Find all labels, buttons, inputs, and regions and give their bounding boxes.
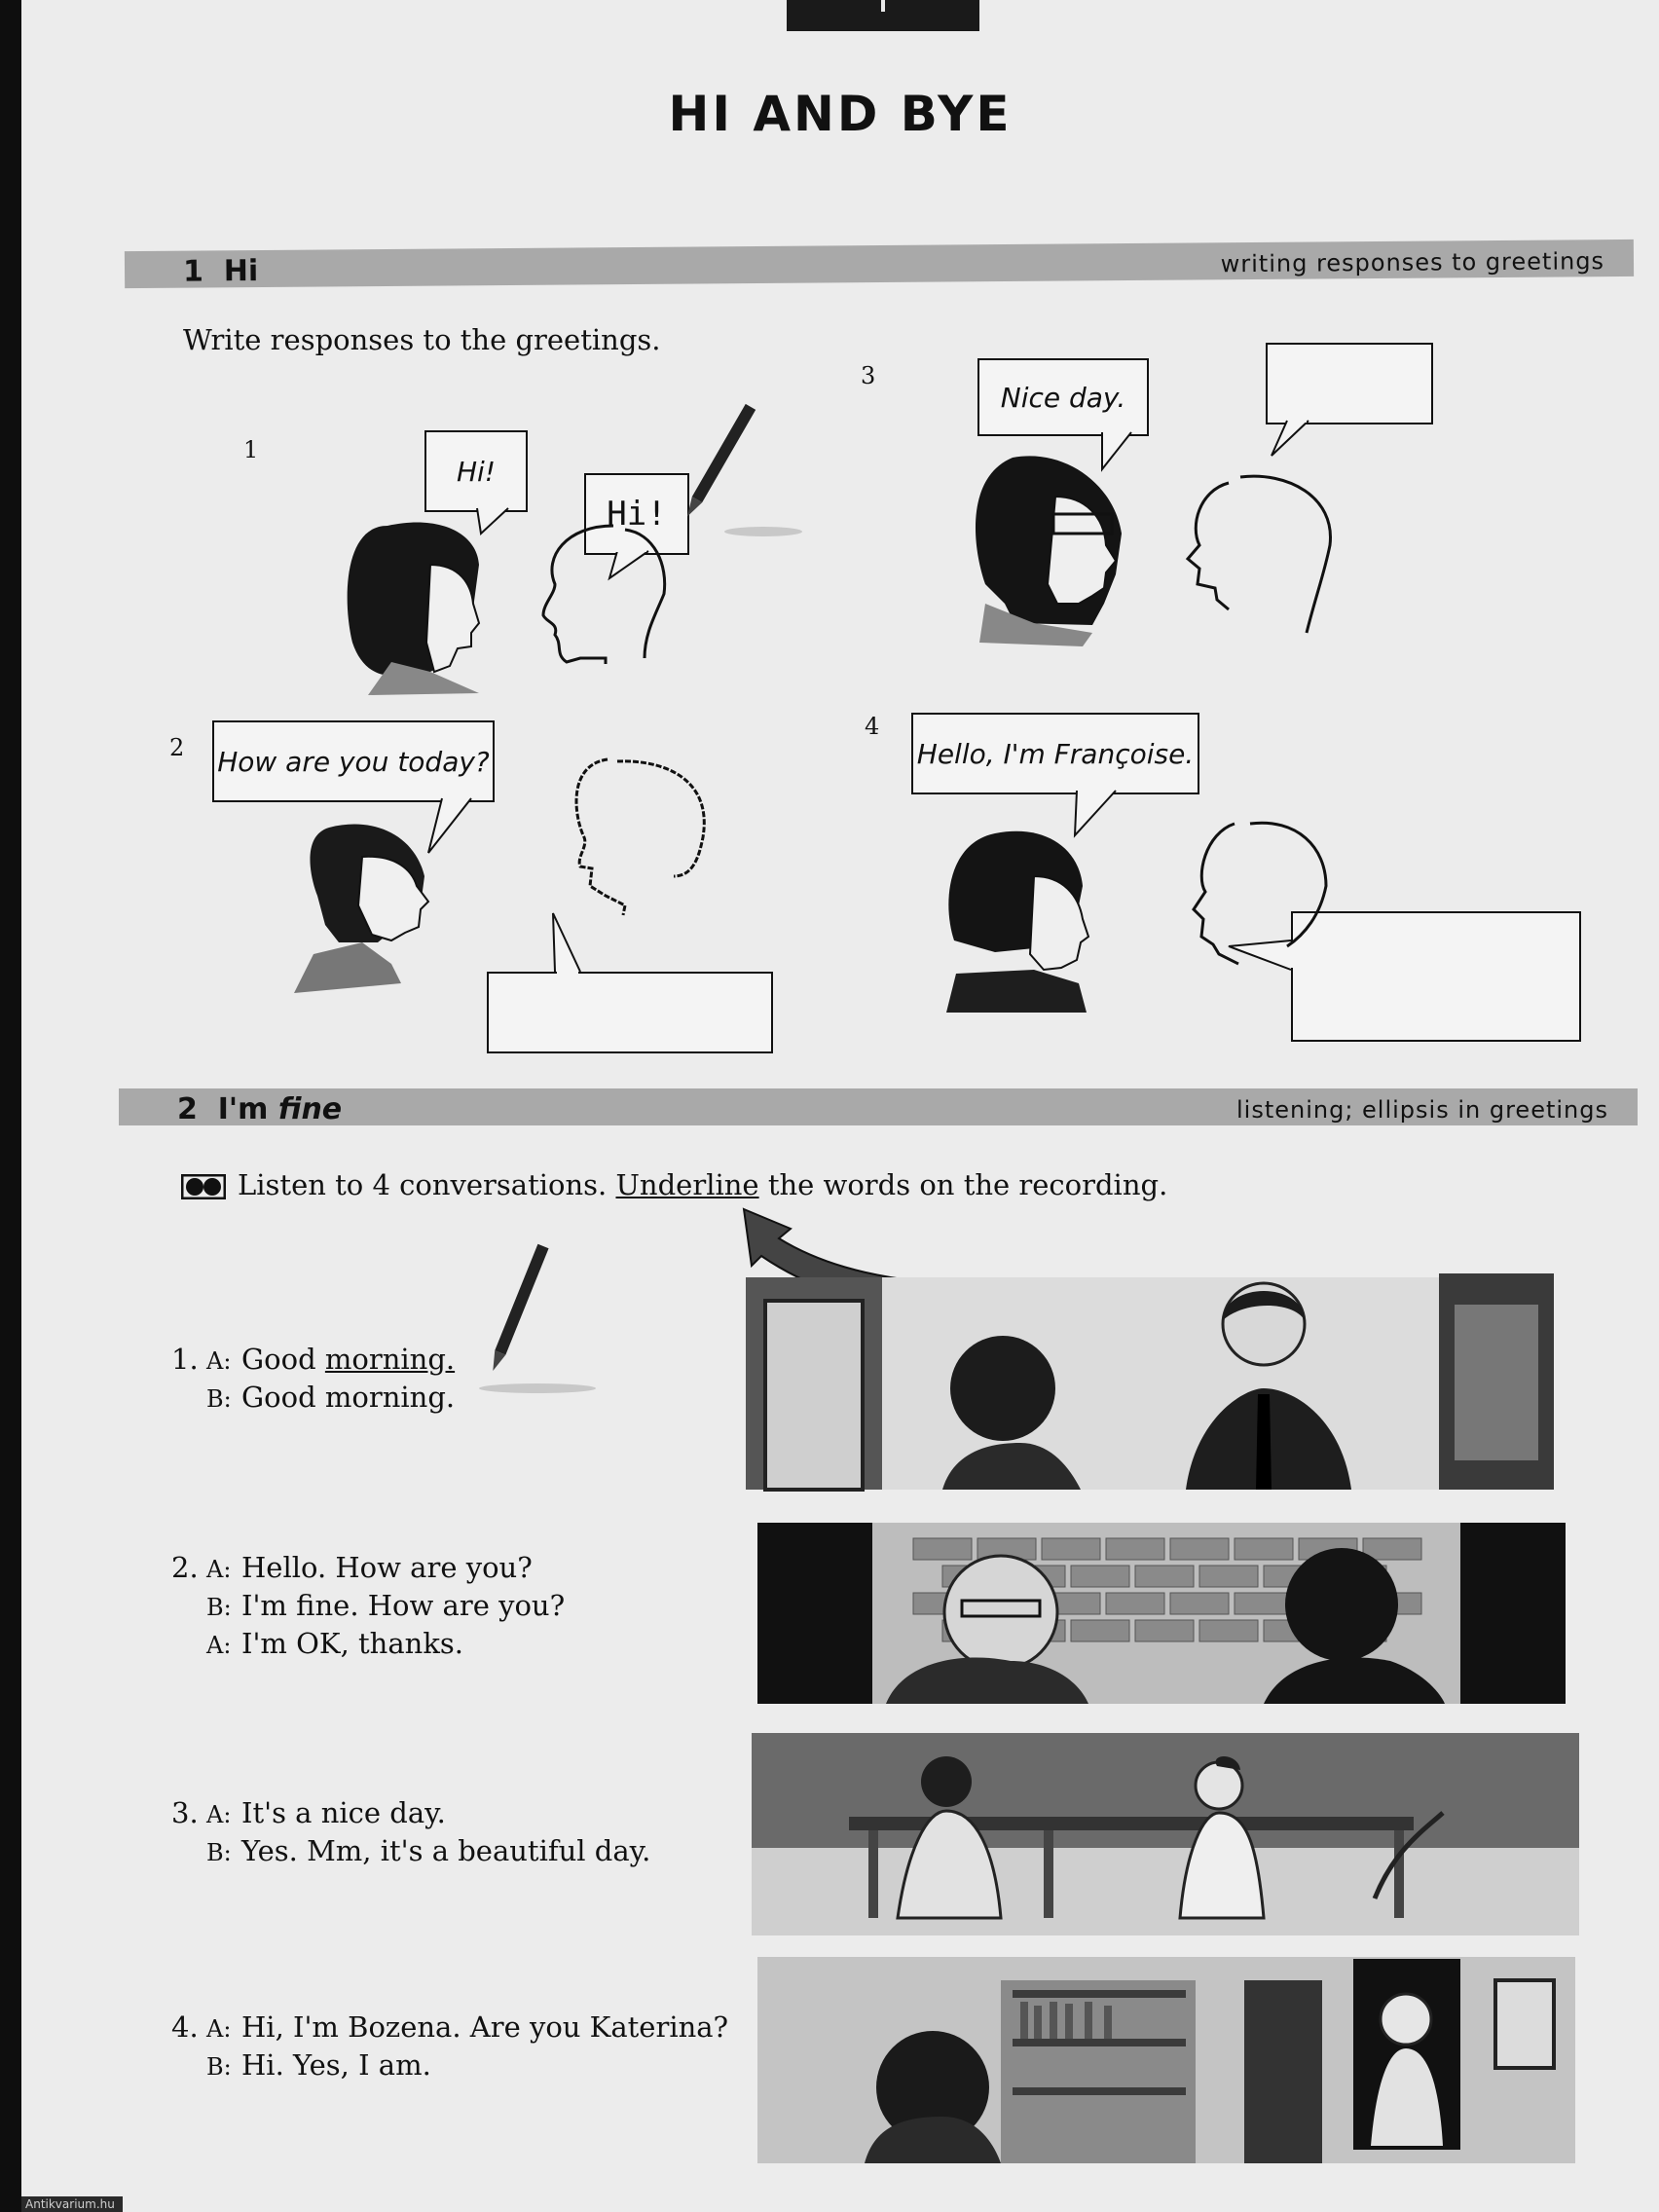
person-1a-drawing [348, 522, 479, 695]
speaker: B: [206, 1594, 232, 1621]
speech-bubble-2a: How are you today? [212, 720, 495, 802]
pen-icon [682, 404, 756, 520]
handwritten-response-1: Hi! [607, 495, 667, 534]
section-1-title: 1 Hi [182, 254, 259, 289]
underline-keyword: Underline [615, 1168, 759, 1201]
scene-3-illustration [752, 1723, 1579, 1936]
section-2-title: 2 I'm fine [177, 1092, 343, 1126]
section-1-instruction: Write responses to the greetings. [183, 323, 661, 356]
item-number-3: 3 [861, 362, 876, 389]
dialogue-line: It's a nice day. [241, 1796, 446, 1829]
workbook-page [21, 0, 1659, 2212]
speaker: A: [206, 1347, 232, 1375]
conversation-4 [171, 2009, 728, 2085]
conversation-number: 1. [171, 1343, 199, 1376]
scene-1-illustration [738, 1262, 1566, 1495]
conversation-1 [171, 1342, 455, 1418]
conversation-2 [171, 1550, 565, 1664]
section-1-subtitle: writing responses to greetings [1220, 247, 1605, 278]
person-2b-outline [576, 759, 704, 915]
person-2a-drawing [294, 825, 428, 993]
conversation-number: 4. [171, 2010, 199, 2044]
speech-bubble-3a: Nice day. [977, 358, 1149, 436]
speaker: B: [206, 1839, 232, 1866]
person-3b-outline [1188, 476, 1330, 633]
item-number-2: 2 [169, 734, 185, 761]
speaker: A: [206, 1801, 232, 1828]
section-2-instruction: Listen to 4 conversations. Underline the words on the recording. [181, 1168, 1167, 1201]
dialogue-line: Hi. Yes, I am. [241, 2048, 431, 2082]
conversation-3 [171, 1795, 650, 1871]
section-2-subtitle: listening; ellipsis in greetings [1235, 1096, 1608, 1124]
speaker: A: [206, 1632, 232, 1659]
speaker: A: [206, 1556, 232, 1583]
dialogue-line: I'm fine. How are you? [241, 1589, 566, 1622]
dialogue-line: Hello. How are you? [241, 1551, 533, 1584]
cassette-icon [181, 1174, 226, 1199]
person-3a-drawing [976, 456, 1122, 646]
dialogue-line: Hi, I'm Bozena. Are you Katerina? [241, 2010, 729, 2044]
page-title: HI AND BYE [668, 86, 1013, 142]
dialogue-line: Yes. Mm, it's a beautiful day. [241, 1834, 651, 1867]
item-number-1: 1 [243, 436, 259, 463]
underlined-answer: morning. [324, 1343, 456, 1376]
speech-bubble-1a: Hi! [424, 430, 528, 512]
section-2-header [119, 1088, 1638, 1125]
conversation-number: 2. [171, 1551, 199, 1584]
speech-bubble-4a: Hello, I'm Françoise. [911, 713, 1199, 794]
conversation-number: 3. [171, 1796, 199, 1829]
person-1b-outline [543, 526, 665, 664]
dialogue-line: Good morning. [241, 1381, 456, 1414]
item-number-4: 4 [865, 713, 880, 740]
pen-icon [460, 1236, 615, 1412]
dialogue-line: I'm OK, thanks. [241, 1627, 463, 1660]
bubble-tails [428, 421, 1309, 972]
scene-4-illustration [757, 1951, 1575, 2163]
scene-2-illustration [757, 1515, 1566, 1704]
speaker: A: [206, 2015, 232, 2043]
speaker: B: [206, 1385, 232, 1413]
person-4a-drawing [946, 831, 1088, 1013]
section-1-illustrations [21, 0, 1659, 1090]
dialogue-line: Good [241, 1343, 325, 1376]
speaker: B: [206, 2053, 232, 2081]
watermark: Antikvarium.hu [21, 2196, 123, 2212]
